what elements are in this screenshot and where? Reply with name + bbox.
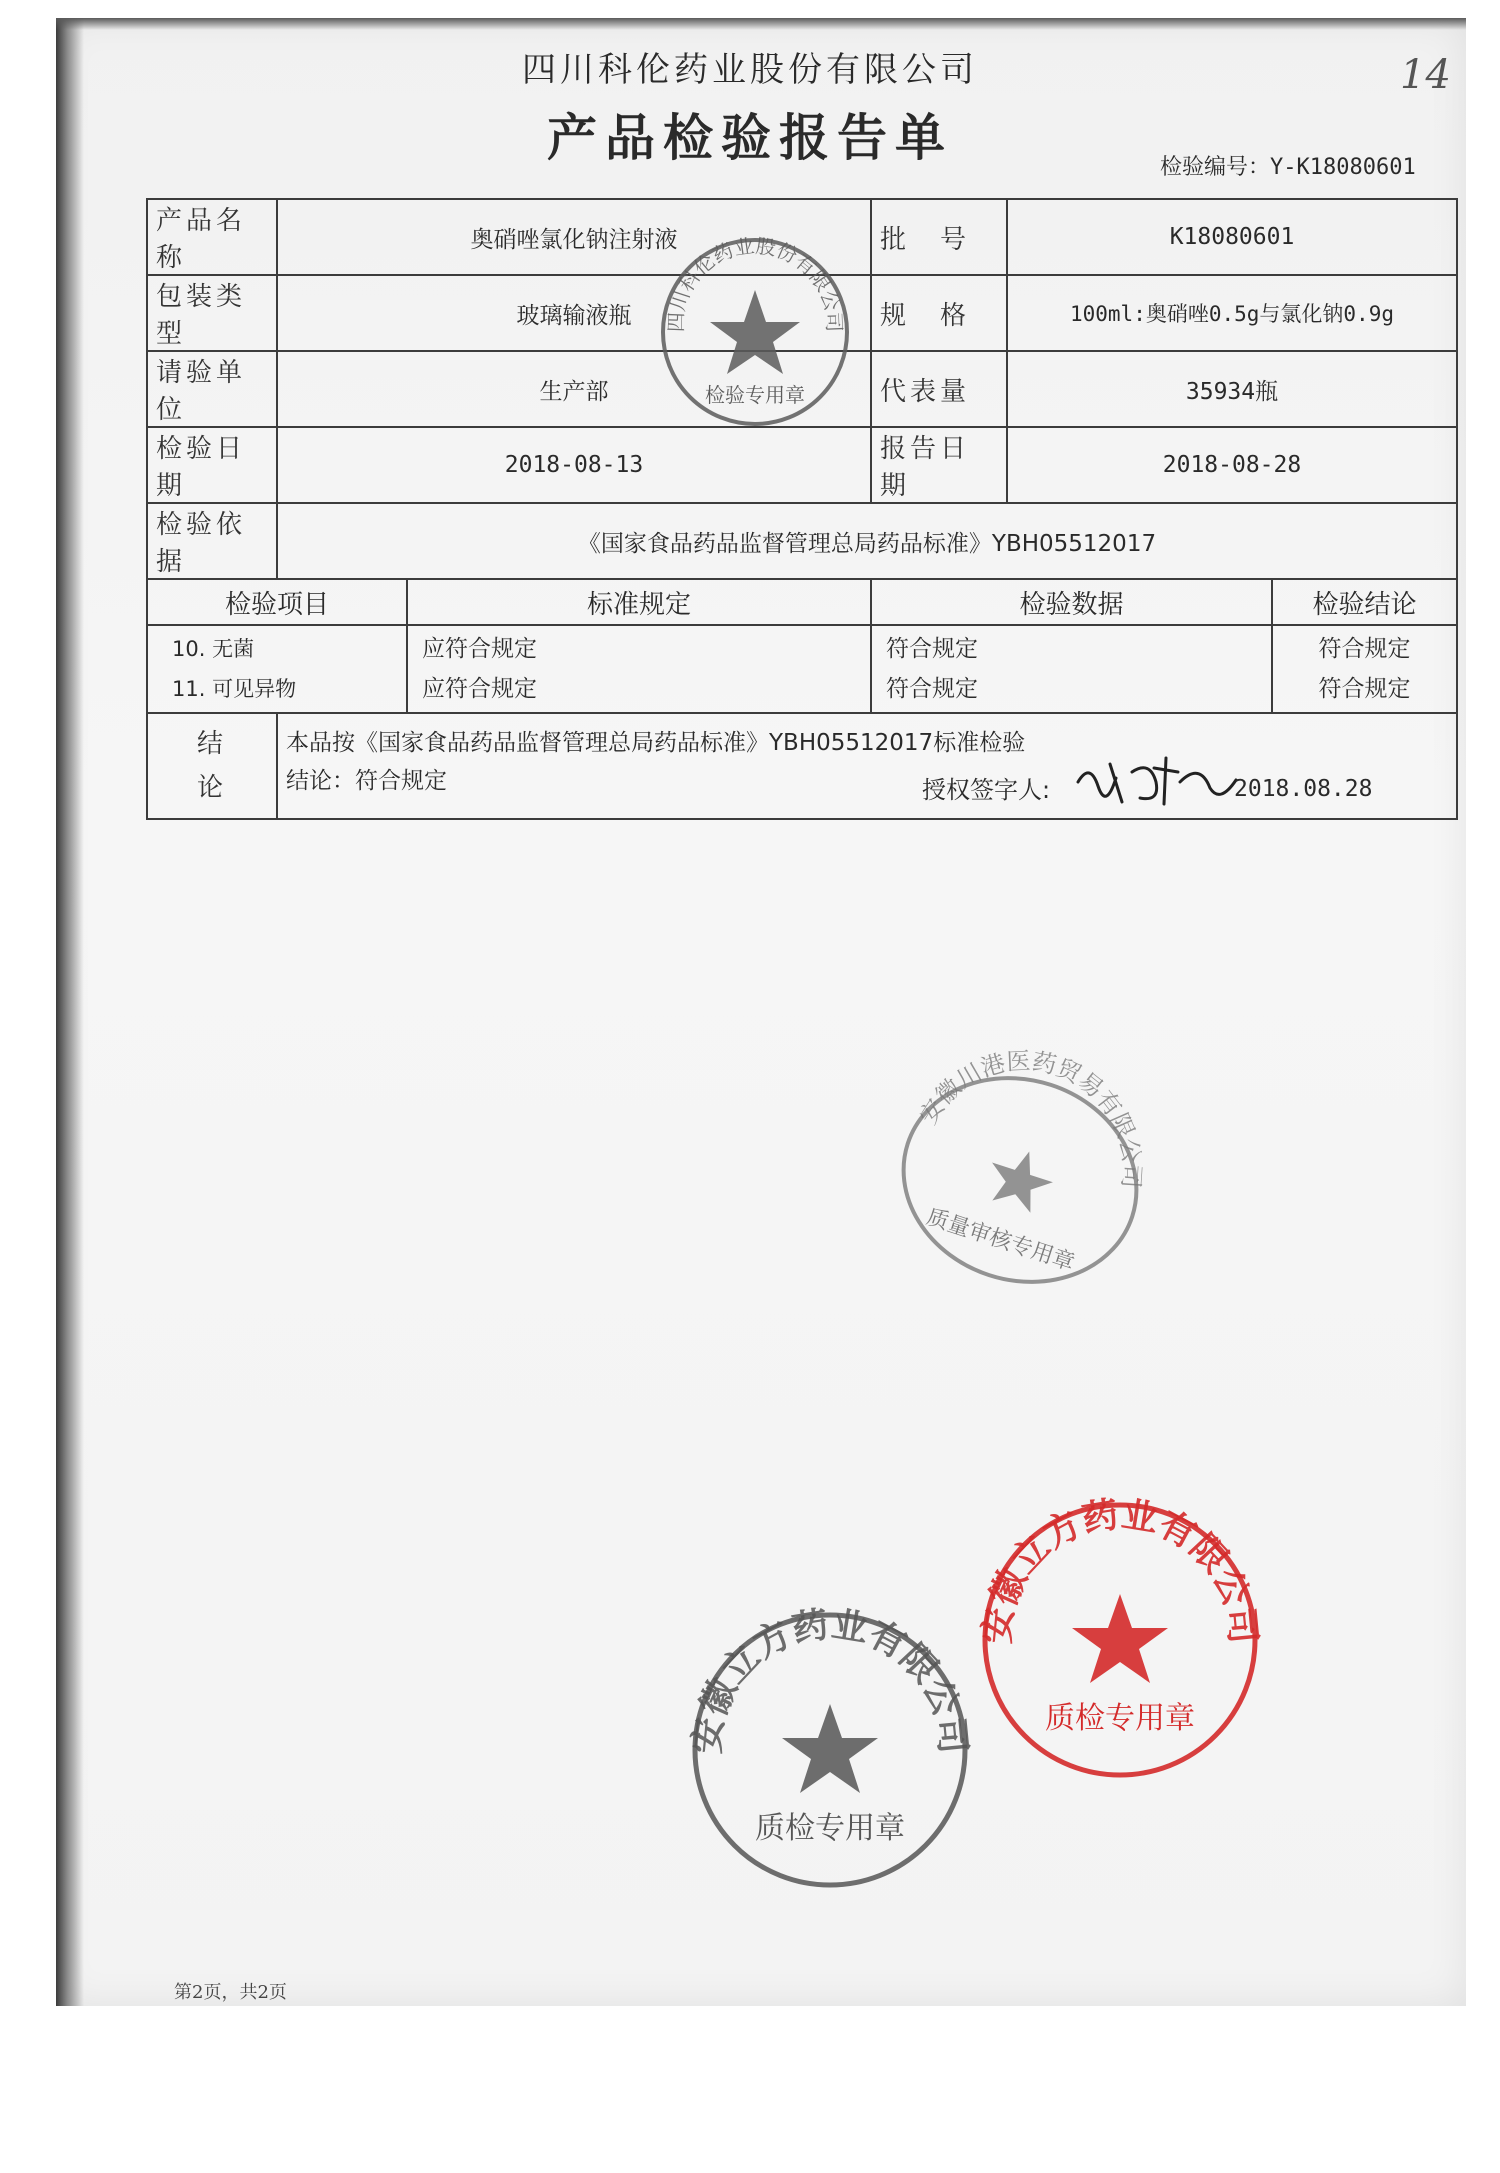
product-name-label: 产品名称 [147, 199, 277, 275]
company-name: 四川科伦药业股份有限公司 [522, 50, 978, 90]
result-item-1: 10. 无菌 [172, 637, 255, 661]
header-data: 检验数据 [871, 579, 1272, 625]
package-label: 包装类型 [147, 275, 277, 351]
scan-top-shadow [56, 18, 1466, 30]
red-qc-center-text: 质检专用章 [1045, 1701, 1195, 1736]
handwritten-signature [1070, 742, 1240, 812]
conclusion-row [147, 713, 1457, 819]
package-value: 玻璃输液瓶 [277, 275, 871, 351]
scan-edge-shadow [56, 18, 84, 2006]
report-date-value: 2018-08-28 [1007, 427, 1457, 503]
page-footer: 第2页，共2页 [174, 1982, 287, 2003]
report-date-label: 报告日期 [871, 427, 1007, 503]
red-qc-ring-text: 安徽立方药业有限公司 [975, 1493, 1265, 1646]
trade-company-seal-stamp [880, 1040, 1160, 1320]
trade-seal-ring-text: 安徽川港医药贸易有限公司 [913, 1046, 1146, 1190]
batch-label: 批 号 [871, 199, 1007, 275]
result-data [871, 625, 1272, 713]
inspect-date-label: 检验日期 [147, 427, 277, 503]
result-standards [407, 625, 871, 713]
signature-date: 2018.08.28 [1234, 776, 1373, 802]
result-standard-2: 应符合规定 [422, 676, 537, 702]
spec-label: 规 格 [871, 275, 1007, 351]
conclusion-line-1: 本品按《国家食品药品监督管理总局药品标准》YBH05512017标准检验 [286, 730, 1026, 756]
report-title: 产品检验报告单 [547, 108, 953, 167]
result-data-1: 符合规定 [886, 636, 978, 662]
spec-value: 100ml:奥硝唑0.5g与氯化钠0.9g [1007, 275, 1457, 351]
svg-text:安徽川港医药贸易有限公司 [912, 1040, 1160, 1196]
batch-value: K18080601 [1007, 199, 1457, 275]
requester-label: 请验单位 [147, 351, 277, 427]
gray-qc-seal-stamp [680, 1600, 980, 1900]
conclusion-text [277, 713, 1457, 819]
report-number: 检验编号：Y-K18080601 [1160, 155, 1416, 180]
signature-line [922, 770, 1050, 805]
header-item: 检验项目 [147, 579, 407, 625]
result-conclusions [1272, 625, 1457, 713]
inspect-date-value: 2018-08-13 [277, 427, 871, 503]
result-data-2: 符合规定 [886, 676, 978, 702]
row-dates [147, 427, 1457, 503]
sample-value: 35934瓶 [1007, 351, 1457, 427]
trade-seal-center-text: 质量审核专用章 [923, 1204, 1078, 1277]
product-name-value: 奥硝唑氯化钠注射液 [277, 199, 871, 275]
basis-label: 检验依据 [147, 503, 277, 579]
result-items [147, 625, 407, 713]
conclusion-label [147, 713, 277, 819]
result-conclusion-2: 符合规定 [1318, 676, 1411, 702]
sample-label: 代表量 [871, 351, 1007, 427]
conclusion-label-top: 结 [196, 729, 227, 759]
inspection-seal-stamp [655, 232, 855, 432]
gray-qc-ring-text: 安徽立方药业有限公司 [685, 1603, 975, 1756]
gray-qc-center-text: 质检专用章 [755, 1811, 905, 1846]
result-conclusion-1: 符合规定 [1318, 636, 1411, 662]
inspection-seal-center-text: 检验专用章 [705, 383, 805, 407]
result-item-2: 11. 可见异物 [172, 677, 297, 701]
signatory-label: 授权签字人: [922, 776, 1051, 804]
header-conclusion: 检验结论 [1272, 579, 1457, 625]
conclusion-label-bottom: 论 [196, 773, 227, 803]
red-qc-seal-stamp [970, 1490, 1270, 1790]
handwritten-page-number: 14 [1400, 52, 1451, 98]
header-standard: 标准规定 [407, 579, 871, 625]
result-standard-1: 应符合规定 [422, 636, 537, 662]
results-body-row [147, 625, 1457, 713]
conclusion-line-2: 结论：符合规定 [286, 768, 447, 794]
requester-value: 生产部 [277, 351, 871, 427]
row-basis [147, 503, 1457, 579]
inspection-seal-ring-text: 四川科伦药业股份有限公司 [663, 233, 847, 333]
results-header-row [147, 579, 1457, 625]
basis-value: 《国家食品药品监督管理总局药品标准》YBH05512017 [277, 503, 1457, 579]
